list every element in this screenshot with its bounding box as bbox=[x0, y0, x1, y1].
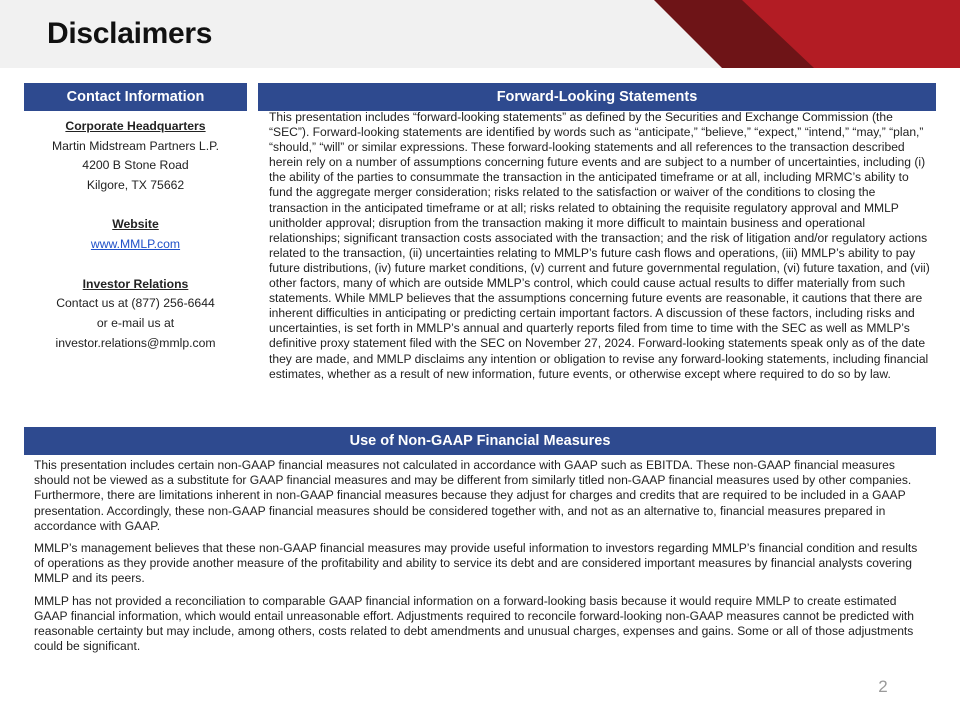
contact-information-header: Contact Information bbox=[24, 83, 247, 111]
website-heading: Website bbox=[112, 217, 159, 232]
website-link[interactable]: www.MMLP.com bbox=[90, 237, 181, 252]
investor-relations-or: or e-mail us at bbox=[96, 315, 175, 330]
non-gaap-paragraph: MMLP has not provided a reconciliation to comparable GAAP financial information on a forward-looking basis because it would require MMLP to create estimated GAAP financial information, which would entail unreasonable effort. Adjustments required to reconcile forward-looking non-GAAP measures cannot be predicted with reasonable certainty but may include, among others, costs related to debt amendments and unusual charges, expenses and gains. Some or all of those adjustments could be significant. bbox=[34, 593, 914, 654]
spacer bbox=[24, 196, 247, 216]
investor-relations-email: investor.relations@mmlp.com bbox=[55, 335, 216, 350]
contact-information-panel bbox=[24, 117, 247, 353]
hq-name: Martin Midstream Partners L.P. bbox=[51, 138, 220, 153]
hq-heading: Corporate Headquarters bbox=[65, 119, 206, 133]
non-gaap-header: Use of Non-GAAP Financial Measures bbox=[24, 427, 936, 455]
forward-looking-statements-header: Forward-Looking Statements bbox=[258, 83, 936, 111]
forward-looking-statements-body: This presentation includes “forward-looking statements” as defined by the Securities and Exchange Commission (the “SEC”). Forward-looking statements are identified by words such as “anticipate,” “believe,” “expect,” “intend,” “may,” “plan,” “should,” “will” or similar expressions. These forward-looking statements and all references to the transaction described herein rely on a number of assumptions concerning future events and are subject to a number of uncertainties, including (i) the ability of the parties to consummate the transaction in the anticipated timeframe or at all, including MRMC’s ability to fund the aggregate merger consideration; risks related to the satisfaction or waiver of the conditions to closing the transaction in the anticipated timeframe or at all; risks related to obtaining the requisite regulatory approval and MMLP unitholder approval; disruption from the transaction making it more difficult to maintain business and operational relationships; significant transaction costs associated with the transaction; and the risk of litigation and/or regulatory actions related to the transaction, (ii) uncertainties relating to MMLP’s future cash flows and operations, (iii) MMLP’s ability to pay future distributions, (iv) future market conditions, (v) current and future governmental regulation, (vi) future taxation, and (vii) other factors, many of which are outside MMLP’s control, which could cause actual results to differ materially from such statements. While MMLP believes that the assumptions concerning future events are reasonable, it cautions that there are inherent difficulties in anticipating or predicting certain important factors. A discussion of these factors, including risks and uncertainties, is set forth in MMLP’s annual and quarterly reports filed from time to time with the SEC as well as MMLP’s definitive proxy statement filed with the SEC on November 27, 2024. Forward-looking statements speak only as of the date they are made, and MMLP disclaims any intention or obligation to revise any forward-looking statements, including financial estimates, whether as a result of new information, future events, or otherwise except where required to do so by law. bbox=[269, 110, 930, 381]
non-gaap-paragraph: This presentation includes certain non-GAAP financial measures not calculated in accordance with GAAP such as EBITDA. These non-GAAP financial measures should not be viewed as a substitute for GAAP financial measures and may be different from similarly titled non-GAAP financial measures used by other companies. Furthermore, there are limitations inherent in non-GAAP financial measures because they adjust for charges and credits that are required to be included in a GAAP presentation. Accordingly, these non-GAAP financial measures should be considered together with, and not as an alternative to, financial measures prepared in accordance with GAAP. bbox=[34, 458, 912, 533]
hq-street: 4200 B Stone Road bbox=[82, 158, 189, 173]
page-title: Disclaimers bbox=[47, 17, 213, 50]
spacer bbox=[24, 255, 247, 275]
page-number: 2 bbox=[878, 677, 888, 696]
hq-city: Kilgore, TX 75662 bbox=[86, 178, 185, 193]
non-gaap-body bbox=[34, 458, 926, 661]
investor-relations-phone: Contact us at (877) 256-6644 bbox=[56, 296, 215, 311]
non-gaap-paragraph: MMLP’s management believes that these non-GAAP financial measures may provide useful information to investors regarding MMLP’s financial condition and results of operations as they provide another measure of the profitability and ability to service its debt and are considered important measures by financial analysts covering MMLP and its peers. bbox=[34, 541, 918, 586]
investor-relations-heading: Investor Relations bbox=[82, 276, 189, 291]
